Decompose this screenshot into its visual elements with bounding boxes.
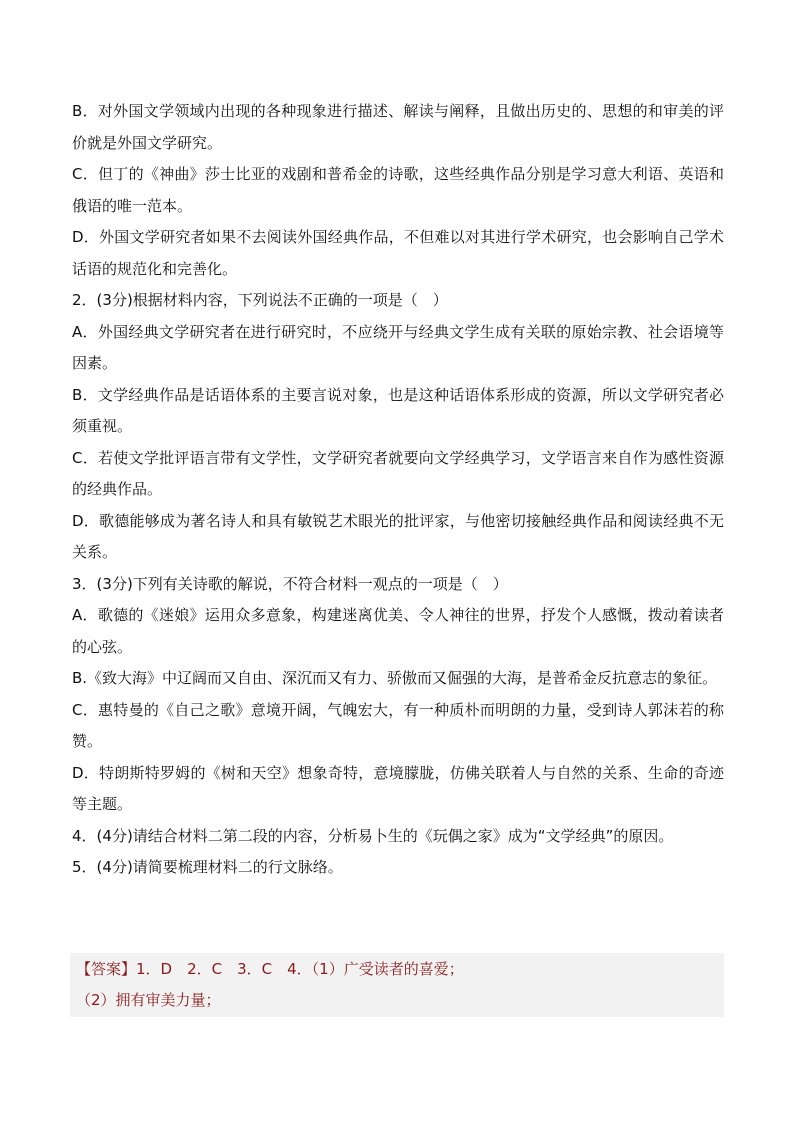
option-d-q3: D．特朗斯特罗姆的《树和天空》想象奇特，意境朦胧，仿佛关联着人与自然的关系、生命的奇迹等主题。 xyxy=(72,763,724,813)
option-b-q3: B.《致大海》中辽阔而又自由、深沉而又有力、骄傲而又倔强的大海，是普希金反抗意志的象征。 xyxy=(72,669,718,687)
option-c-q3: C．惠特曼的《自己之歌》意境开阔，气魄宏大，有一种质朴而明朗的力量，受到诗人郭沫若的称赞。 xyxy=(72,700,724,750)
answer-line-1: 【答案】1．D 2．C 3．C 4．（1）广受读者的喜爱； xyxy=(76,960,464,978)
option-d-q2: D．歌德能够成为著名诗人和具有敏锐艺术眼光的批评家，与他密切接触经典作品和阅读经典不无关系。 xyxy=(72,511,724,561)
question-5-stem: 5．(4分)请简要梳理材料二的行文脉络。 xyxy=(72,858,343,876)
option-c-q1: C．但丁的《神曲》莎士比亚的戏剧和普希金的诗歌，这些经典作品分别是学习意大利语、英语和俄语的唯一范本。 xyxy=(72,165,724,215)
question-4-stem: 4．(4分)请结合材料二第二段的内容，分析易卜生的《玩偶之家》成为“文学经典”的原因。 xyxy=(72,826,674,845)
answer-line-2: （2）拥有审美力量； xyxy=(76,991,221,1009)
question-3-stem: 3．(3分)下列有关诗歌的解说，不符合材料一观点的一项是（ ） xyxy=(72,574,508,593)
option-a-q3: A．歌德的《迷娘》运用众多意象，构建迷离优美、令人神往的世界，抒发个人感慨，拨动着读者的心弦。 xyxy=(72,606,724,656)
option-a-q2: A．外国经典文学研究者在进行研究时，不应绕开与经典文学生成有关联的原始宗教、社会语境等因素。 xyxy=(72,322,724,372)
option-b-q1: B．对外国文学领域内出现的各种现象进行描述、解读与阐释，且做出历史的、思想的和审美的评价就是外国文学研究。 xyxy=(72,102,724,152)
answer-box xyxy=(70,953,724,1017)
option-b-q2: B．文学经典作品是话语体系的主要言说对象，也是这种话语体系形成的资源，所以文学研究者必须重视。 xyxy=(72,385,724,435)
question-text-block xyxy=(72,96,724,884)
question-2-stem: 2．(3分)根据材料内容，下列说法不正确的一项是（ ） xyxy=(72,291,448,309)
option-d-q1: D．外国文学研究者如果不去阅读外国经典作品，不但难以对其进行学术研究，也会影响自己学术话语的规范化和完善化。 xyxy=(72,228,724,278)
option-c-q2: C．若使文学批评语言带有文学性，文学研究者就要向文学经典学习，文学语言来自作为感性资源的经典作品。 xyxy=(72,448,724,498)
